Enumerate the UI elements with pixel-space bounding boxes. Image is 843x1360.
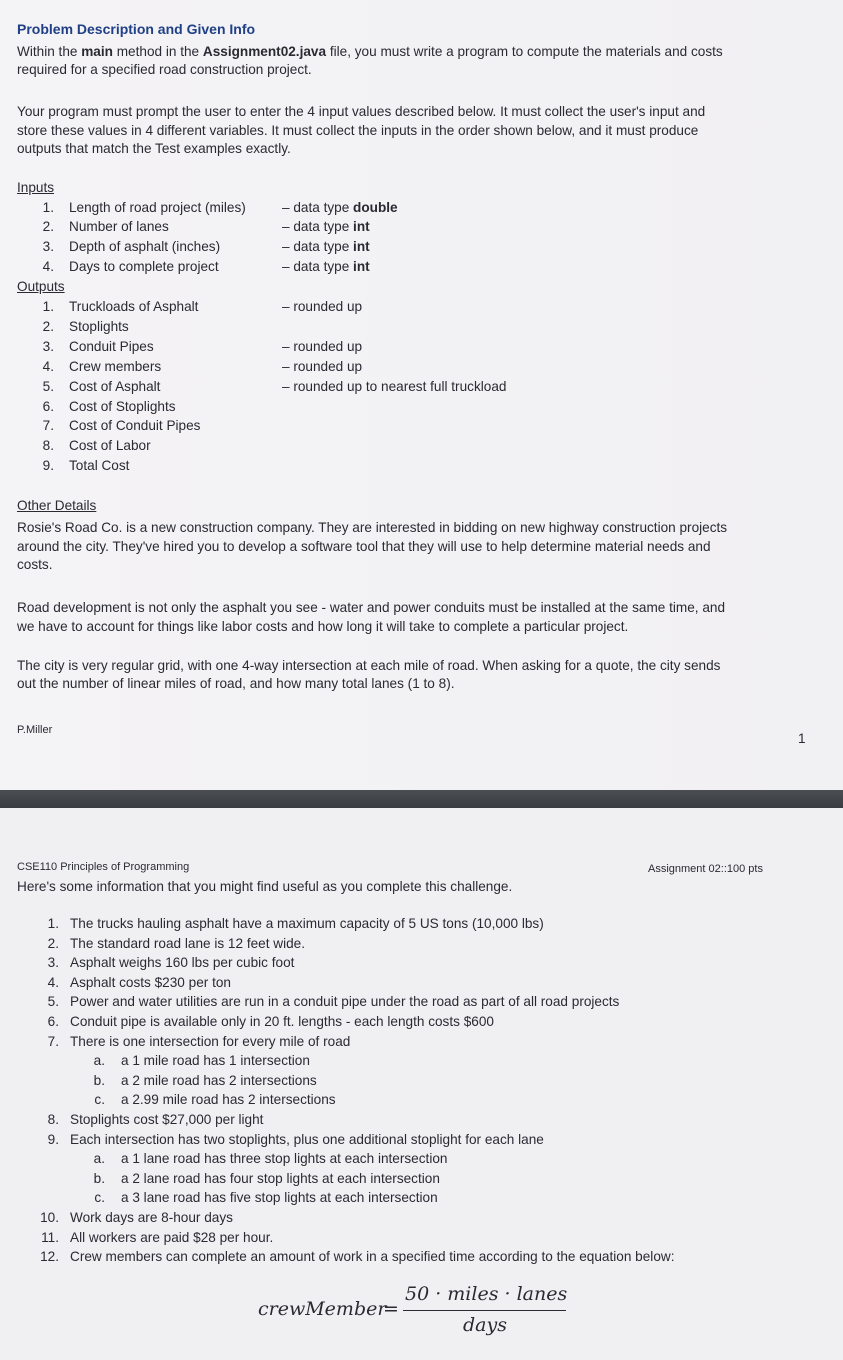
item-text: Each intersection has two stoplights, plus one additional stoplight for each lane bbox=[70, 1131, 544, 1147]
item-text: The trucks hauling asphalt have a maximum capacity of 5 US tons (10,000 lbs) bbox=[70, 916, 544, 931]
other-p1-line: Rosie's Road Co. is a new construction company. They are interested in bidding on new highway construction projects bbox=[17, 520, 728, 535]
prompt-line-1: Your program must prompt the user to enter the 4 input values described below. It must collect the user's input and bbox=[17, 104, 706, 119]
item-number: 12. bbox=[40, 1249, 59, 1265]
item-text: Conduit pipe is available only in 20 ft. lengths - each length costs $600 bbox=[70, 1014, 494, 1029]
other-p2-line: we have to account for things like labor costs and how long it will take to complete a particular project. bbox=[17, 619, 629, 634]
section-title: Problem Description and Given Info bbox=[17, 21, 256, 37]
item-number: 7. bbox=[47, 1033, 59, 1049]
item-number: 1. bbox=[47, 916, 59, 931]
prompt-line-3: outputs that match the Test examples exactly. bbox=[17, 141, 291, 156]
page-2 bbox=[0, 808, 843, 1360]
item-number: a. bbox=[93, 1151, 105, 1167]
item-number: 3. bbox=[47, 955, 59, 971]
item-number: b. bbox=[93, 1072, 105, 1088]
item-number: c. bbox=[94, 1092, 105, 1108]
fraction-bar bbox=[403, 1310, 566, 1311]
outputs-heading: Outputs bbox=[17, 279, 65, 294]
item-text: All workers are paid $28 per hour. bbox=[70, 1229, 274, 1245]
item-number: 11. bbox=[41, 1229, 59, 1245]
item-text: Work days are 8-hour days bbox=[70, 1210, 233, 1225]
item-number: 2. bbox=[47, 935, 59, 951]
item-number: b. bbox=[93, 1170, 105, 1186]
item-number: 5. bbox=[47, 994, 59, 1010]
item-text: a 3 lane road has five stop lights at each intersection bbox=[121, 1190, 438, 1206]
equation-denominator: days bbox=[463, 1314, 507, 1336]
page-divider bbox=[0, 790, 843, 808]
item-text: a 2 mile road has 2 intersections bbox=[121, 1072, 317, 1088]
item-text: The standard road lane is 12 feet wide. bbox=[70, 935, 306, 951]
other-p2-line: Road development is not only the asphalt you see - water and power conduits must be installed at the same time, and bbox=[17, 600, 726, 615]
item-text: a 1 lane road has three stop lights at each intersection bbox=[121, 1151, 448, 1167]
item-text: a 2.99 mile road has 2 intersections bbox=[121, 1092, 336, 1108]
other-p1-line: costs. bbox=[17, 557, 53, 572]
equation-lhs: crewMember bbox=[258, 1298, 387, 1320]
item-text: a 2 lane road has four stop lights at each intersection bbox=[121, 1170, 440, 1186]
item-number: 10. bbox=[40, 1210, 59, 1225]
footer-author: P.Miller bbox=[17, 724, 53, 736]
other-details-heading: Other Details bbox=[17, 498, 97, 513]
item-text: Crew members can complete an amount of work in a specified time according to the equation below: bbox=[70, 1249, 675, 1265]
item-number: 8. bbox=[47, 1112, 59, 1127]
intro-line-1: Within the main method in the Assignment02.java file, you must write a program to compute the materials and costs bbox=[17, 44, 723, 59]
prompt-line-2: store these values in 4 different variables. It must collect the inputs in the order shown below, and it must produce bbox=[17, 123, 699, 138]
inputs-heading: Inputs bbox=[17, 180, 55, 195]
item-text: Power and water utilities are run in a conduit pipe under the road as part of all road projects bbox=[70, 994, 620, 1010]
equation-numerator: 50 · miles · lanes bbox=[405, 1283, 568, 1305]
item-number: 4. bbox=[47, 974, 59, 990]
item-number: 6. bbox=[47, 1014, 59, 1029]
page-1: Problem Description and Given Info Within the main method in the Assignment02.java file, you must write a program to compute the materials and costs required for a specified road construction project. Your program must prompt the user to enter the 4 input values described below. It must collect the user's input and store these values in 4 different variables. It must collect the inputs in the order shown below, and it must produce outputs that match the Test examples exactly. Inputs 1. Length of road project (miles) – data type double 2. Number of lanes – data type int 3. Depth of asphalt (inches) – data type int 4. Days to complete project – data type int Outputs 1. Truckloads of Asphalt – rounded up 2. Stoplights 3. Conduit Pipes – rounded up 4. Crew members – rounded up 5. Cost of Asphalt – rounded up to nearest full truckload 6. Cost of Stoplights 7. Cost of Conduit Pipes 8. Cost of Labor 9. Total Cost Other Details Rosie's Road Co. is a new construction company. They are interested in bidding on new highway construction projects around the city. They've hired you to develop a software tool that they will use to help determine material needs and costs. Road development is not only the asphalt you see - water and power conduits must be installed at the same time, and we have to account for things like labor costs and how long it will take to complete a particular project. The city is very regular grid, with one 4-way intersection at each mile of road. When asking for a quote, the city sends out the number of linear miles of road, and how many total lanes (1 to 8). P.Miller 1 bbox=[0, 0, 843, 790]
item-text: There is one intersection for every mile of road bbox=[70, 1033, 351, 1049]
intro-line-2: required for a specified road construction project. bbox=[17, 62, 312, 77]
item-number: c. bbox=[94, 1190, 105, 1206]
item-text: Asphalt costs $230 per ton bbox=[70, 974, 231, 990]
equation-equals: = bbox=[383, 1298, 399, 1320]
item-number: 9. bbox=[47, 1131, 59, 1147]
other-p1-line: around the city. They've hired you to develop a software tool that they will use to help determine material needs and bbox=[17, 539, 711, 554]
other-p3-line: The city is very regular grid, with one 4-way intersection at each mile of road. When asking for a quote, the city sends bbox=[17, 658, 721, 673]
assignment-header: Assignment 02::100 pts bbox=[648, 863, 763, 875]
info-intro: Here's some information that you might find useful as you complete this challenge. bbox=[17, 879, 513, 894]
page-number: 1 bbox=[798, 731, 806, 746]
course-header: CSE110 Principles of Programming bbox=[17, 861, 190, 873]
item-text: Stoplights cost $27,000 per light bbox=[70, 1112, 264, 1127]
item-number: a. bbox=[93, 1053, 105, 1069]
item-text: Asphalt weighs 160 lbs per cubic foot bbox=[70, 955, 295, 971]
other-p3-line: out the number of linear miles of road, and how many total lanes (1 to 8). bbox=[17, 676, 455, 691]
item-text: a 1 mile road has 1 intersection bbox=[121, 1053, 310, 1069]
